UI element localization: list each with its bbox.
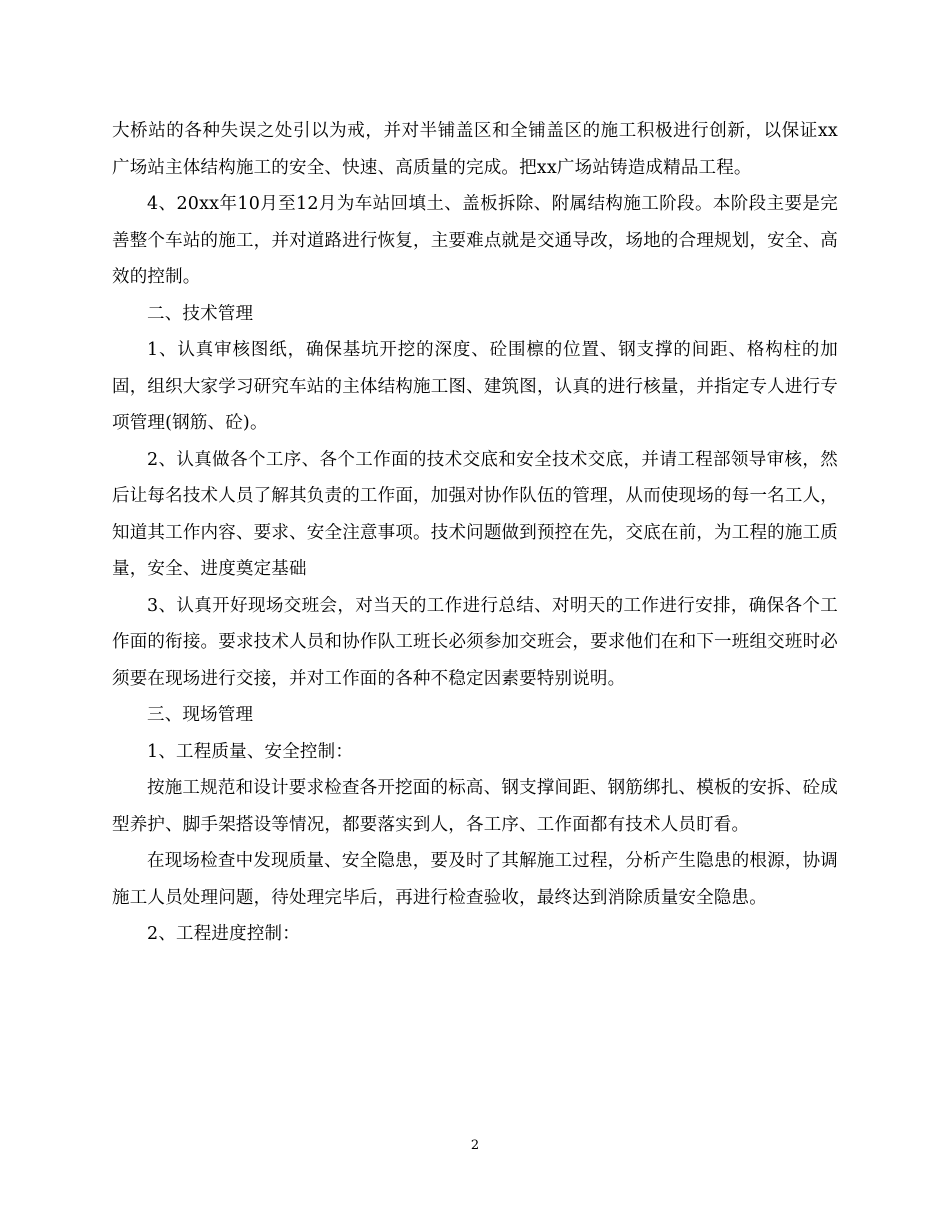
subheading-quality-safety-control: 1、工程质量、安全控制： — [147, 741, 354, 762]
subheading-progress-control: 2、工程进度控制： — [147, 924, 300, 944]
paragraph-technical-2: 2、认真做各个工序、各个工作面的技术交底和安全技术交底，并请工程部领导审核，然后让每名技术人员了解其负责的工作面，加强对协作队伍的管理，从而使现场的每一名工人，知道其工作内容、要求、安全注意事项。技术问题做到预控在先，交底在前，为工程的施工质量，安全、进度奠定基础 — [112, 449, 838, 579]
section-heading-technical-management: 二、技术管理 — [147, 303, 254, 324]
paragraph-1: 大桥站的各种失误之处引以为戒，并对半铺盖区和全铺盖区的施工积极进行创新，以保证xx广场站主体结构施工的安全、快速、高质量的完成。把xx广场站铸造成精品工程。 — [112, 121, 838, 178]
paragraph-quality-inspection: 按施工规范和设计要求检查各开挖面的标高、钢支撑间距、钢筋绑扎、模板的安拆、砼成型养护、脚手架搭设等情况，都要落实到人，各工序、工作面都有技术人员盯看。 — [112, 778, 838, 835]
page-number: 2 — [470, 1138, 480, 1153]
document-body — [112, 113, 838, 953]
paragraph-2: 4、20xx年10月至12月为车站回填土、盖板拆除、附属结构施工阶段。本阶段主要是完善整个车站的施工，并对道路进行恢复，主要难点就是交通导改，场地的合理规划，安全、高效的控制。 — [112, 194, 838, 287]
paragraph-technical-1: 1、认真审核图纸，确保基坑开挖的深度、砼围檩的位置、钢支撑的间距、格构柱的加固，组织大家学习研究车站的主体结构施工图、建筑图，认真的进行核量，并指定专人进行专项管理(钢筋、砼)。 — [112, 340, 838, 433]
paragraph-technical-3: 3、认真开好现场交班会，对当天的工作进行总结、对明天的工作进行安排，确保各个工作面的衔接。要求技术人员和协作队工班长必须参加交班会，要求他们在和下一班组交班时必须要在现场进行交接，并对工作面的各种不稳定因素要特别说明。 — [112, 595, 838, 689]
section-heading-site-management: 三、现场管理 — [147, 705, 254, 725]
paragraph-hazard-handling: 在现场检查中发现质量、安全隐患，要及时了其解施工过程，分析产生隐患的根源，协调施工人员处理问题，待处理完毕后，再进行检查验收，最终达到消除质量安全隐患。 — [112, 851, 838, 908]
